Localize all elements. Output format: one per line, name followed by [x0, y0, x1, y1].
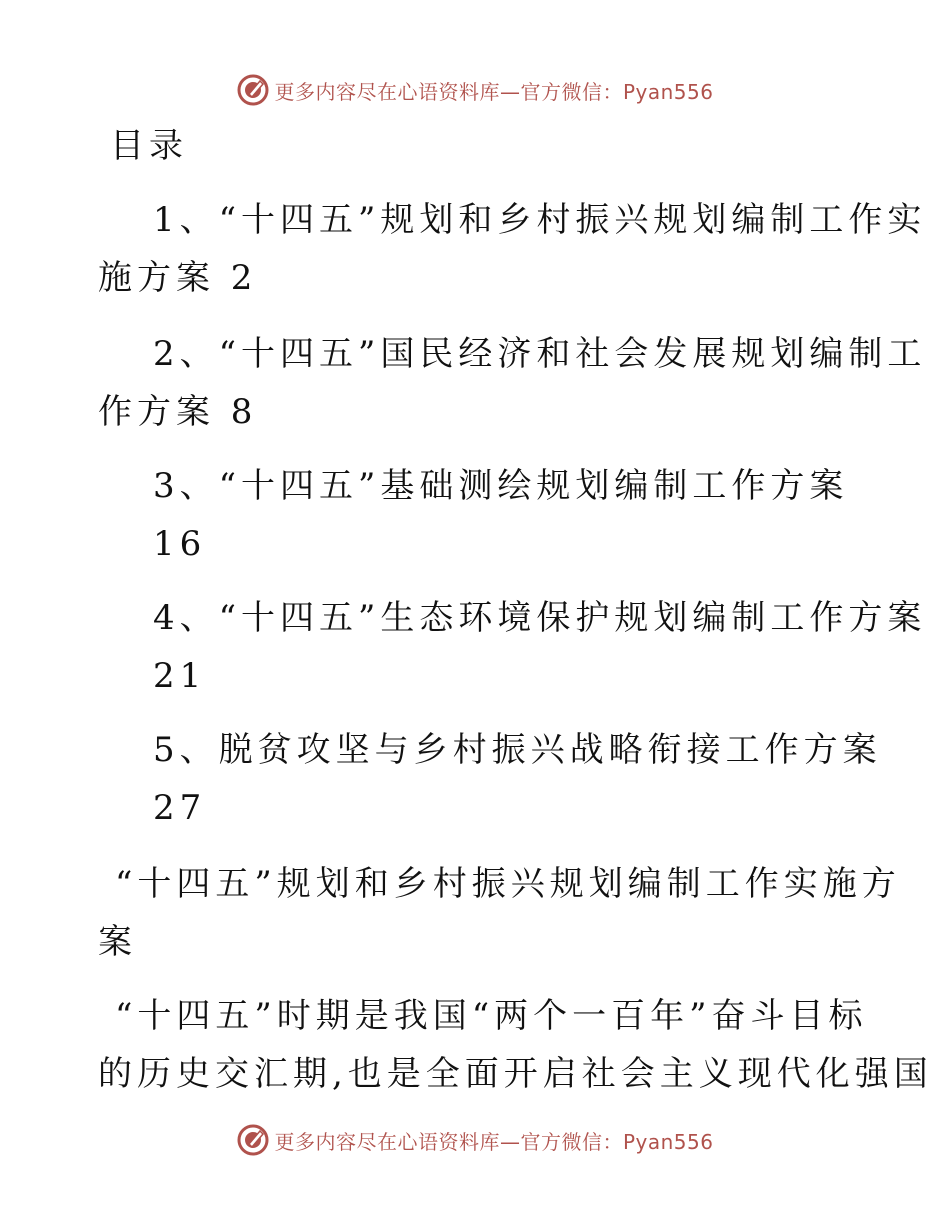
toc-entry-2-line1: 2、“十四五”国民经济和社会发展规划编制工 [153, 334, 927, 374]
toc-heading: 目录 [110, 126, 188, 166]
section-title-line2: 案 [98, 922, 137, 962]
toc-entry-3-line2: 16 [153, 524, 207, 564]
section-title-line1: “十四五”规划和乡村振兴规划编制工作实施方 [115, 864, 901, 904]
watermark-banner-bottom [0, 1120, 950, 1160]
watermark-text: 更多内容尽在心语资料库—官方微信：Pyan556 [274, 1129, 714, 1154]
toc-entry-2-line2: 作方案 8 [98, 392, 258, 432]
body-text-line1: “十四五”时期是我国“两个一百年”奋斗目标 [115, 996, 868, 1036]
toc-entry-1-line1: 1、“十四五”规划和乡村振兴规划编制工作实 [153, 200, 927, 240]
toc-entry-4-line2: 21 [153, 656, 207, 696]
watermark-text: 更多内容尽在心语资料库—官方微信：Pyan556 [274, 79, 714, 104]
toc-entry-3-line1: 3、“十四五”基础测绘规划编制工作方案 [153, 466, 849, 506]
body-text-line2: 的历史交汇期,也是全面开启社会主义现代化强国 [98, 1054, 933, 1094]
toc-entry-5-line1: 5、脱贫攻坚与乡村振兴战略衔接工作方案 [153, 730, 882, 770]
toc-entry-1-line2: 施方案 2 [98, 258, 258, 298]
toc-entry-5-line2: 27 [153, 788, 207, 828]
toc-entry-4-line1: 4、“十四五”生态环境保护规划编制工作方案 [153, 598, 927, 638]
pen-logo-icon [236, 1123, 270, 1157]
